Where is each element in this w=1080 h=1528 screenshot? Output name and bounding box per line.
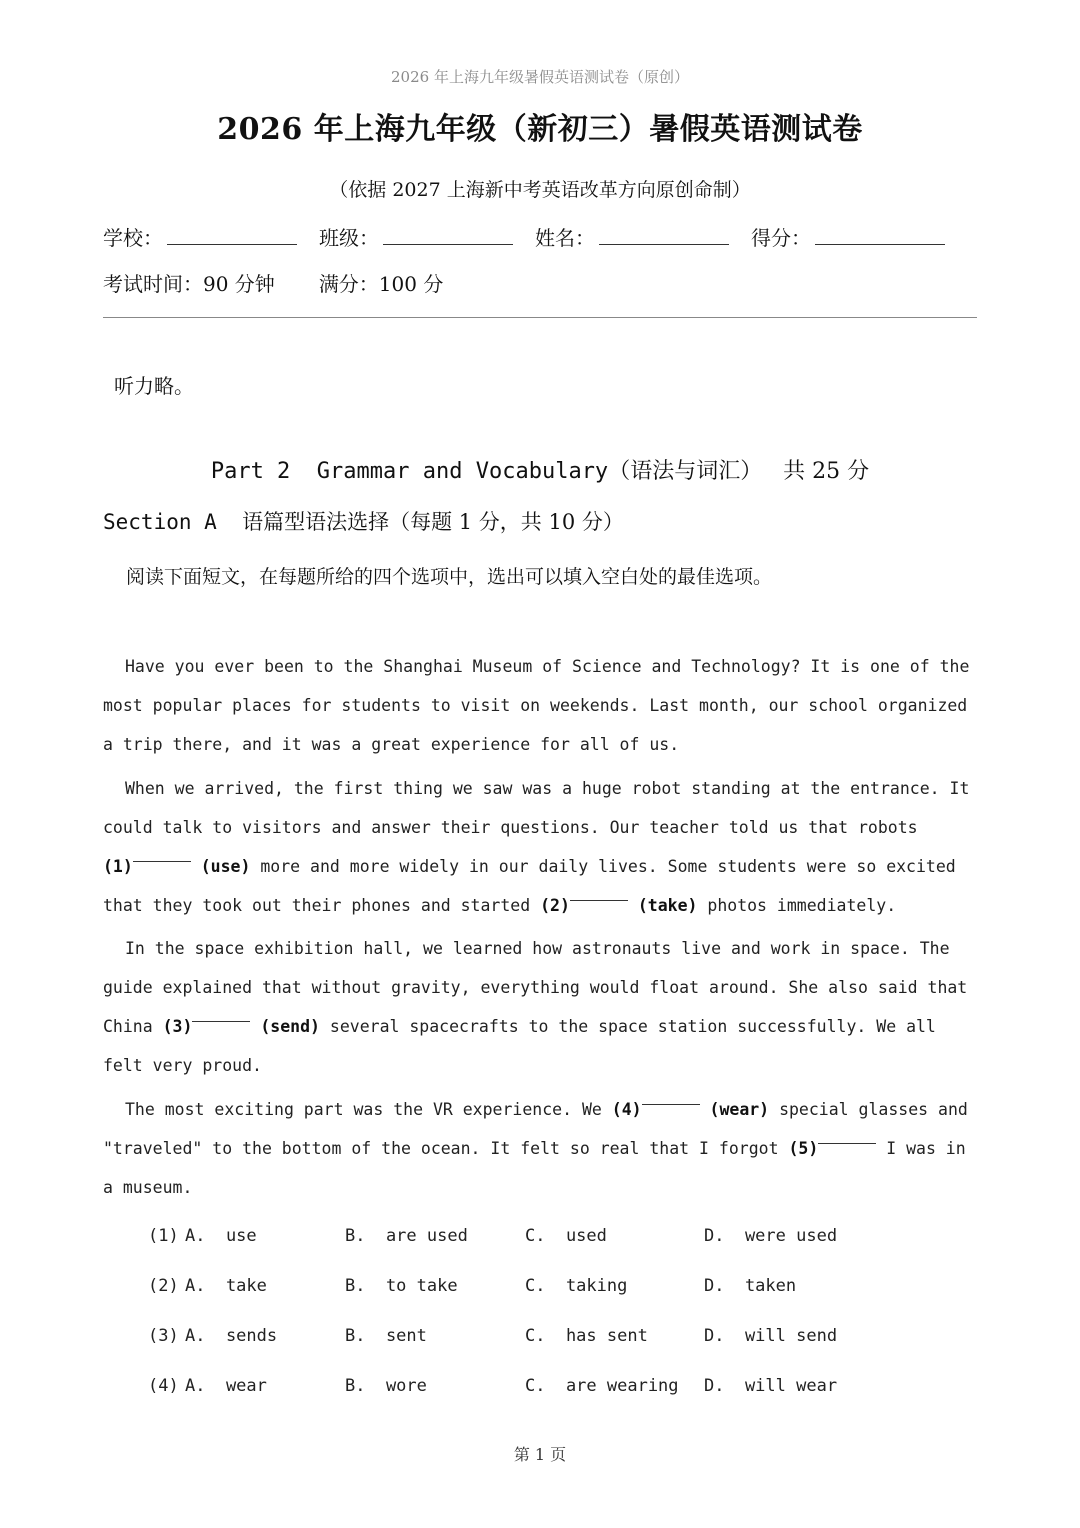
blank-5[interactable] xyxy=(818,1129,876,1144)
page-header-note: 2026 年上海九年级暑假英语测试卷（原创） xyxy=(391,68,689,86)
score-field xyxy=(751,222,945,251)
option-d[interactable]: D. taken xyxy=(704,1276,797,1296)
question-row xyxy=(148,1366,908,1416)
question-number: (4) xyxy=(148,1376,179,1396)
hint-3: (send) xyxy=(260,1017,320,1036)
passage-paragraph-2 xyxy=(103,769,977,925)
blank-4[interactable] xyxy=(642,1090,700,1105)
name-field xyxy=(535,222,729,251)
passage-line xyxy=(103,1168,977,1207)
passage-text: guide explained that without gravity, everything would float around. She also said that xyxy=(103,978,968,997)
option-a[interactable]: A. sends xyxy=(185,1326,278,1346)
class-field xyxy=(319,222,513,251)
option-b[interactable]: B. to take xyxy=(345,1276,458,1296)
school-field xyxy=(103,222,297,251)
passage-line xyxy=(103,686,977,725)
passage-text: could talk to visitors and answer their questions. Our teacher told us that robots xyxy=(103,818,918,837)
passage-text: "traveled" to the bottom of the ocean. It felt so real that I forgot xyxy=(103,1139,779,1158)
part2-label: Part 2 Grammar and Vocabulary xyxy=(210,459,609,484)
exam-meta-row xyxy=(103,268,443,297)
section-instruction: 阅读下面短文，在每题所给的四个选项中，选出可以填入空白处的最佳选项。 xyxy=(126,566,773,588)
exam-title: 2026 年上海九年级（新初三）暑假英语测试卷 xyxy=(217,112,863,147)
passage-line xyxy=(103,808,977,847)
option-a[interactable]: A. use xyxy=(185,1226,257,1246)
option-d[interactable]: D. were used xyxy=(704,1226,838,1246)
blank-2-number: (2) xyxy=(540,896,570,915)
passage-text: felt very proud. xyxy=(103,1056,262,1075)
section-a-label: Section A xyxy=(103,510,243,534)
full-score: 满分：100 分 xyxy=(318,272,444,296)
passage-text: more and more widely in our daily lives. Some students were so excited xyxy=(260,857,956,876)
hint-4: (wear) xyxy=(709,1100,770,1119)
part2-title xyxy=(0,454,1080,485)
passage-line xyxy=(103,886,977,925)
part2-score: 共 25 分 xyxy=(762,459,870,484)
option-a[interactable]: A. wear xyxy=(185,1376,267,1396)
passage-line xyxy=(103,647,977,686)
name-blank[interactable] xyxy=(599,224,729,245)
listening-note: 听力略。 xyxy=(114,374,194,398)
class-label: 班级： xyxy=(319,226,379,250)
passage-text: a trip there, and it was a great experience for all of us. xyxy=(103,735,680,754)
blank-3-number: (3) xyxy=(162,1017,193,1036)
question-row xyxy=(148,1316,908,1366)
passage-text: photos immediately. xyxy=(707,896,897,915)
passage-paragraph-3 xyxy=(103,929,977,1085)
passage-line xyxy=(103,1046,977,1085)
passage-text: a museum. xyxy=(103,1178,193,1197)
passage-text: The most exciting part was the VR experience. We xyxy=(125,1100,602,1119)
blank-4-number: (4) xyxy=(611,1100,642,1119)
part2-cn: （语法与词汇） xyxy=(608,459,763,484)
header-divider xyxy=(103,317,977,318)
option-c[interactable]: C. taking xyxy=(525,1276,628,1296)
page-footer: 第 1 页 xyxy=(513,1445,567,1464)
passage-text: I was in xyxy=(886,1139,966,1158)
question-row xyxy=(148,1266,908,1316)
option-c[interactable]: C. are wearing xyxy=(525,1376,679,1396)
name-label: 姓名： xyxy=(535,226,595,250)
option-b[interactable]: B. sent xyxy=(345,1326,427,1346)
section-a-title xyxy=(103,506,624,536)
passage-text: most popular places for students to visit on weekends. Last month, our school organized xyxy=(103,696,968,715)
passage-line xyxy=(103,1129,977,1168)
passage-line xyxy=(103,847,977,886)
passage-line xyxy=(103,968,977,1007)
passage-text: In the space exhibition hall, we learned how astronauts live and work in space. The xyxy=(125,939,950,958)
hint-1: (use) xyxy=(200,857,251,876)
passage-paragraph-4 xyxy=(103,1090,977,1207)
school-blank[interactable] xyxy=(167,224,297,245)
blank-1[interactable] xyxy=(133,847,191,862)
question-number: (3) xyxy=(148,1326,179,1346)
class-blank[interactable] xyxy=(383,224,513,245)
exam-subtitle: （依据 2027 上海新中考英语改革方向原创命制） xyxy=(329,179,751,201)
option-b[interactable]: B. are used xyxy=(345,1226,468,1246)
exam-time: 考试时间：90 分钟 xyxy=(103,272,275,296)
blank-1-number: (1) xyxy=(103,857,133,876)
passage-text: that they took out their phones and started xyxy=(103,896,531,915)
question-number: (2) xyxy=(148,1276,179,1296)
passage-line xyxy=(103,1090,977,1129)
question-options xyxy=(148,1216,908,1416)
passage-text: Have you ever been to the Shanghai Museum of Science and Technology? It is one of the xyxy=(125,657,970,676)
passage-line xyxy=(103,725,977,764)
passage-text: China xyxy=(103,1017,153,1036)
blank-2[interactable] xyxy=(570,886,628,901)
passage-line xyxy=(103,1007,977,1046)
school-label: 学校： xyxy=(103,226,163,250)
blank-3[interactable] xyxy=(192,1007,250,1022)
option-d[interactable]: D. will send xyxy=(704,1326,838,1346)
option-b[interactable]: B. wore xyxy=(345,1376,427,1396)
passage-line xyxy=(103,929,977,968)
option-c[interactable]: C. used xyxy=(525,1226,607,1246)
option-c[interactable]: C. has sent xyxy=(525,1326,648,1346)
score-blank[interactable] xyxy=(815,224,945,245)
passage-paragraph-1 xyxy=(103,647,977,764)
hint-2: (take) xyxy=(637,896,698,915)
passage-text: special glasses and xyxy=(779,1100,968,1119)
option-d[interactable]: D. will wear xyxy=(704,1376,838,1396)
question-row xyxy=(148,1216,908,1266)
passage-line xyxy=(103,769,977,808)
passage-text: several spacecrafts to the space station successfully. We all xyxy=(329,1017,936,1036)
section-a-heading: 语篇型语法选择（每题 1 分，共 10 分） xyxy=(242,510,624,534)
question-number: (1) xyxy=(148,1226,179,1246)
student-info-row xyxy=(103,222,967,251)
score-label: 得分： xyxy=(751,226,811,250)
option-a[interactable]: A. take xyxy=(185,1276,267,1296)
blank-5-number: (5) xyxy=(788,1139,819,1158)
passage-text: When we arrived, the first thing we saw was a huge robot standing at the entrance. It xyxy=(125,779,970,798)
